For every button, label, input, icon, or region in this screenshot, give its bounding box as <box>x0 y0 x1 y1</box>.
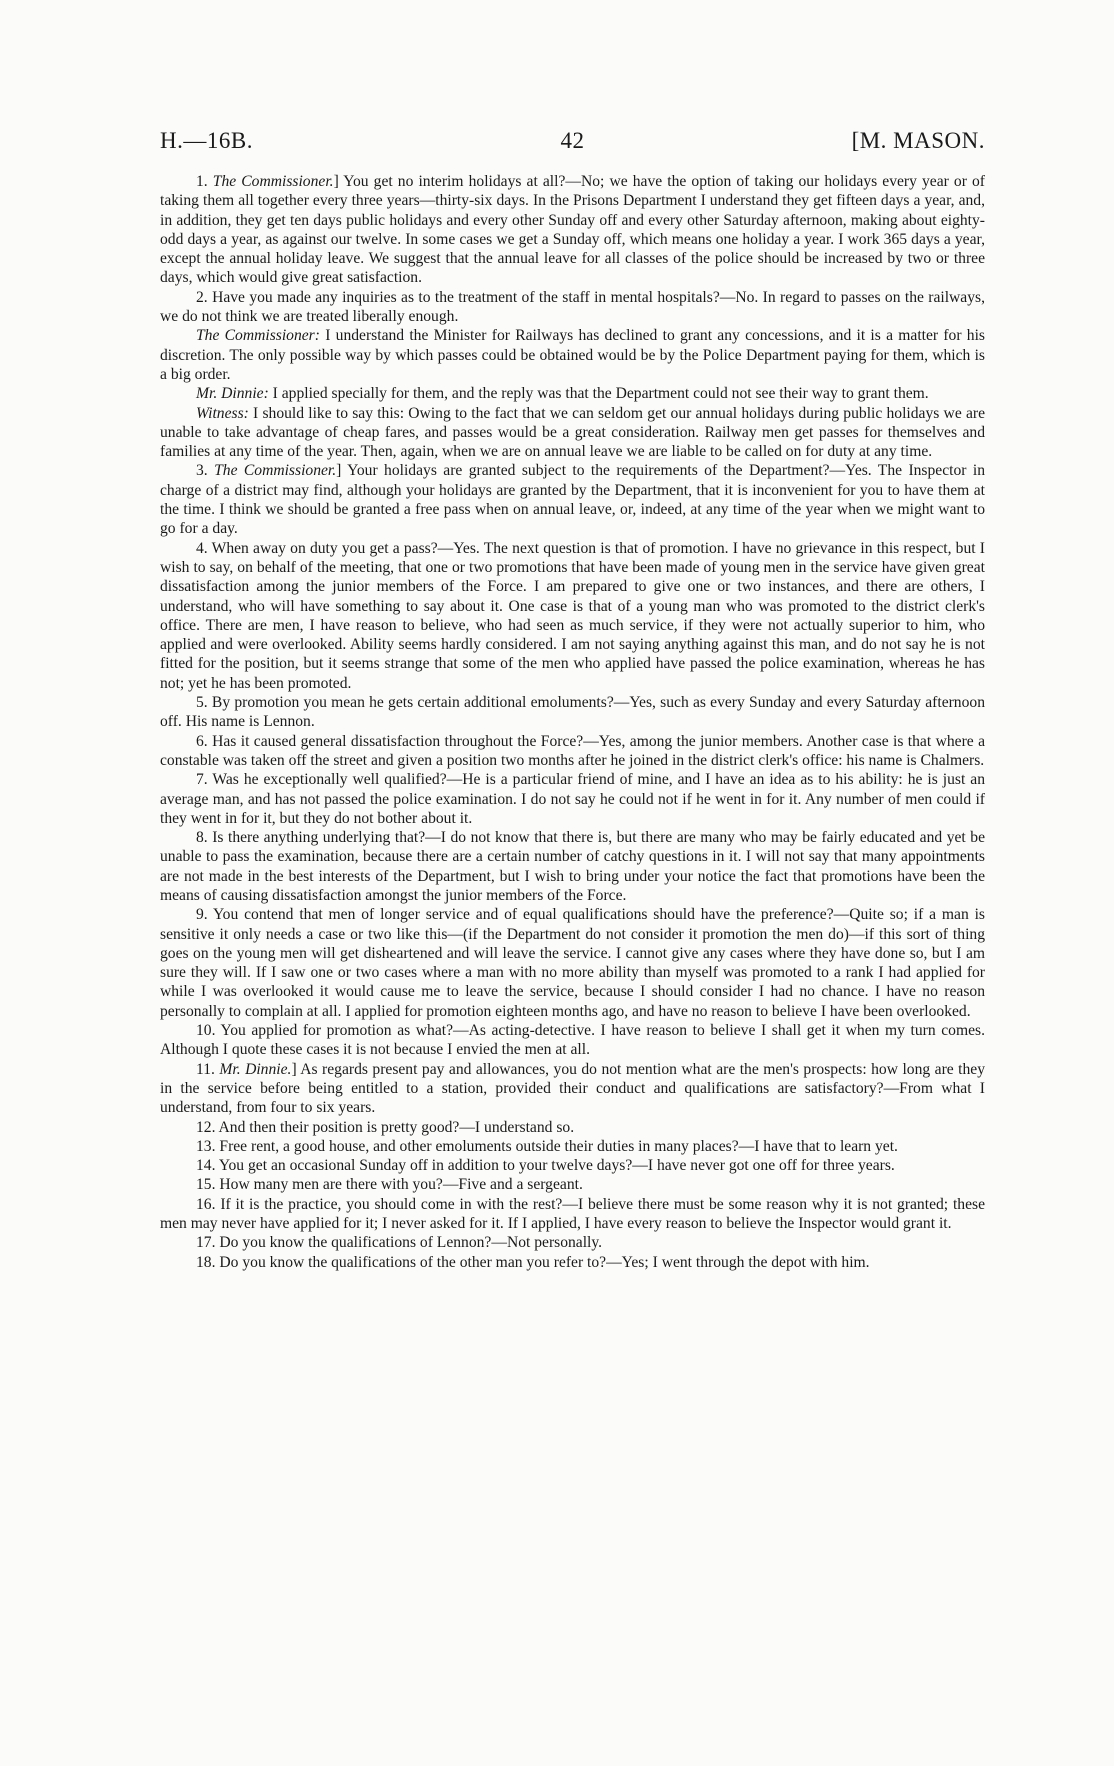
paragraph-6: 6. Has it caused general dissatisfaction throughout the Force?—Yes, among the junior members. Another case is that where a constable was taken off the street and given a position two months after he joined in the district clerk's office: his name is Chalmers. <box>160 732 985 769</box>
page-number: 42 <box>560 128 585 153</box>
paragraph-12: 12. And then their position is pretty good?—I understand so. <box>196 1118 575 1136</box>
paragraph-7: 7. Was he exceptionally well qualified?—He is a particular friend of mine, and I have an idea as to his ability: he is just an average man, and has not passed the police examination. I do not say he could not if he went in for it. Any number of men could if they went in for it, but they do not bother about it. <box>160 771 985 827</box>
paragraph-commissioner-remark: The Commissioner: I understand the Minister for Railways has declined to grant any concessions, and it is a matter for his discretion. The only possible way by which passes could be obtained would be by the Police Department paying for them, which is a big order. <box>160 327 985 383</box>
paragraph-14: 14. You get an occasional Sunday off in addition to your twelve days?—I have never got one off for three years. <box>196 1157 895 1175</box>
paragraph-15: 15. How many men are there with you?—Five and a sergeant. <box>196 1176 583 1194</box>
page-header <box>160 128 985 162</box>
paragraph-5: 5. By promotion you mean he gets certain additional emoluments?—Yes, such as every Sunday and every Saturday afternoon off. His name is Lennon. <box>160 694 985 731</box>
paragraph-1: 1. The Commissioner.] You get no interim holidays at all?—No; we have the option of taking our holidays every year or of taking them all together every three years—thirty-six days. In the Prisons Department I understand they get fifteen days a year, and, in addition, they get ten days public holidays and every other Sunday off and every other Saturday afternoon, making about eighty-odd days a year, as against our twelve. In some cases we get a Sunday off, which means one holiday a year. I work 365 days a year, except the annual holiday leave. We suggest that the annual leave for all classes of the police should be increased by two or three days, which would give great satisfaction. <box>160 173 986 287</box>
paragraph-16: 16. If it is the practice, you should come in with the rest?—I believe there must be some reason why it is not granted; these men may never have applied for it; I never asked for it. If I applied, I have every reason to believe the Inspector would grant it. <box>160 1195 985 1233</box>
paragraph-8: 8. Is there anything underlying that?—I do not know that there is, but there are many who may be fairly educated and yet be unable to pass the examination, because there are a certain number of catchy questions in it. I will not say that many appointments are not made in the best interests of the Department, but I wish to bring under your notice the fact that promotions have been the means of causing dissatisfaction amongst the junior members of the Force. <box>160 829 985 904</box>
paragraph-11: 11. Mr. Dinnie.] As regards present pay and allowances, you do not mention what are the men's prospects: how long are they in the service before being entitled to a station, provided their conduct and qualifications are satisfactory?—From what I understand, from four to six years. <box>160 1060 986 1117</box>
paragraph-3: 3. The Commissioner.] Your holidays are granted subject to the requirements of the Department?—Yes. The Inspector in charge of a district may find, although your holidays are granted by the Department, that it is inconvenient for you to have them at the time. I think we should be granted a free pass when on annual leave, or, indeed, at any time of the year when we might want to go for a day. <box>160 462 985 538</box>
paragraph-17: 17. Do you know the qualifications of Lennon?—Not personally. <box>196 1234 603 1252</box>
paragraph-dinnie-remark: Mr. Dinnie: I applied specially for them, and the reply was that the Department could not see their way to grant them. <box>196 385 929 403</box>
paragraph-witness-remark: Witness: I should like to say this: Owing to the fact that we can seldom get our annual holidays during public holidays we are unable to take advantage of cheap fares, and passes would be a great consideration. Railway men get passes for themselves and families at any time of the year. Then, again, when we are on annual leave we are liable to be called on for duty at any time. <box>160 404 985 461</box>
paragraph-18: 18. Do you know the qualifications of the other man you refer to?—Yes; I went through the depot with him. <box>196 1253 870 1271</box>
paragraph-4: 4. When away on duty you get a pass?—Yes. The next question is that of promotion. I have no grievance in this respect, but I wish to say, on behalf of the meeting, that one or two promotions that have been made of young men in the service have given great dissatisfaction among the junior members of the Force. I am prepared to give one or two instances, and there are others, I understand, who will have something to say about it. One case is that of a young man who was promoted to the district clerk's office. There are men, I have reason to believe, who had seen as much service, if they were not actually superior to him, who applied and were overlooked. Ability seems hardly considered. I am not saying anything against this man, and do not say he is not fitted for the position, but it seems strange that some of the men who applied have passed the police examination, whereas he has not; yet he has been promoted. <box>160 539 986 692</box>
paragraph-9: 9. You contend that men of longer service and of equal qualifications should have the preference?—Quite so; if a man is sensitive it only needs a case or two like this—(if the Department do not consider it promotion the men do)—if this sort of thing goes on the young men will get disheartened and will leave the service. I cannot give any cases where they have done so, but I am sure they will. If I saw one or two cases where a man with no more ability than myself was promoted to a rank I had applied for while I was overlooked it would cause me to leave the service, because I should consider I had no chance. I have no reason personally to complain at all. I applied for promotion eighteen months ago, and have no reason to believe I have been overlooked. <box>160 906 985 1020</box>
paragraph-2: 2. Have you made any inquiries as to the treatment of the staff in mental hospitals?—No. In regard to passes on the railways, we do not think we are treated liberally enough. <box>160 288 985 326</box>
witness-name: [M. MASON. <box>851 128 985 153</box>
transcript-body <box>160 172 985 1272</box>
paragraph-10: 10. You applied for promotion as what?—As acting-detective. I have reason to believe I shall get it when my turn comes. Although I quote these cases it is not because I envied the men at all. <box>160 1022 985 1059</box>
paragraph-13: 13. Free rent, a good house, and other emoluments outside their duties in many places?—I have that to learn yet. <box>196 1137 898 1155</box>
paper-reference: H.—16B. <box>160 128 253 153</box>
